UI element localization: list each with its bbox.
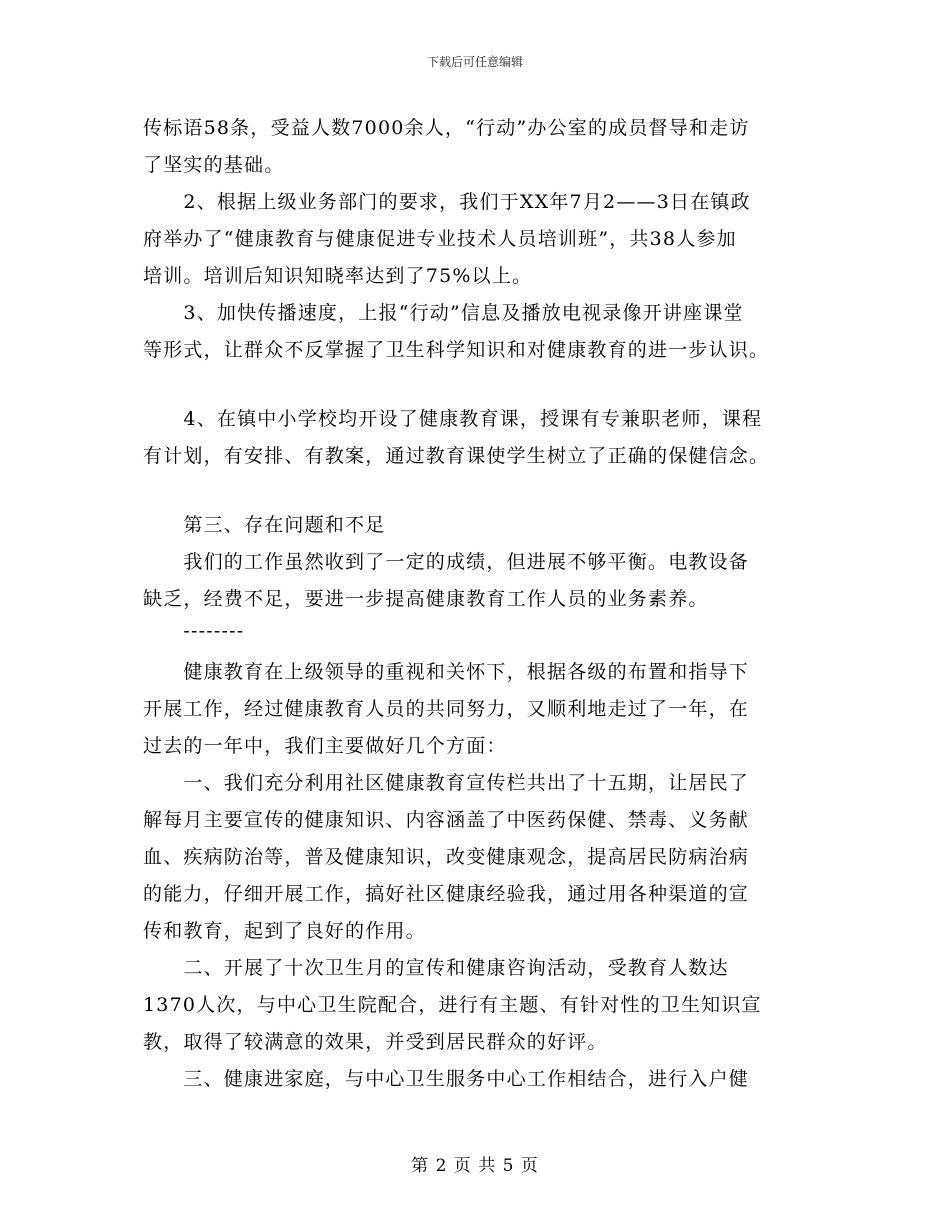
text-line: 传和教育，起到了良好的作用。 [143,920,426,942]
text-line: 教，取得了较满意的效果，并受到居民群众的好评。 [143,1031,608,1053]
text-line: 传标语58条，受益人数7000余人，“行动”办公室的成员督导和走访 [143,117,750,139]
text-line: 的能力，仔细开展工作，搞好社区健康经验我，通过用各种渠道的宣 [143,883,750,905]
text-line: 了坚实的基础。 [143,154,285,176]
text-line: 二、开展了十次卫生月的宣传和健康咨询活动，受教育人数达 [143,957,729,979]
paragraph-gap [143,475,811,507]
text-line: 培训。培训后知识知晓率达到了75%以上。 [143,265,533,287]
text-line: 三、健康进家庭，与中心卫生服务中心工作相结合，进行入户健 [143,1068,750,1090]
text-line: 有计划，有安排、有教案，通过教育课使学生树立了正确的保健信念。 [143,445,770,467]
separator-line: -------- [143,620,245,642]
page-number: 第 2 页 共 5 页 [411,1156,539,1176]
page-header-note: 下载后可任意编辑 [426,55,523,69]
paragraph-gap [143,644,811,654]
paragraph-gap [143,369,811,401]
text-line: 血、疾病防治等，普及健康知识，改变健康观念，提高居民防病治病 [143,846,750,868]
section-heading: 第三、存在问题和不足 [143,514,386,536]
text-line: 府举办了“健康教育与健康促进专业技术人员培训班”，共38人参加 [143,228,737,250]
text-line: 缺乏，经费不足，要进一步提高健康教育工作人员的业务素养。 [143,588,709,610]
document-body [143,110,811,1098]
text-line: 开展工作，经过健康教育人员的共同努力，又顺利地走过了一年，在 [143,698,750,720]
text-line: 3、加快传播速度，上报“行动”信息及播放电视录像开讲座课堂 [143,302,744,324]
text-line: 健康教育在上级领导的重视和关怀下，根据各级的布置和指导下 [143,661,750,683]
text-line: 4、在镇中小学校均开设了健康教育课，授课有专兼职老师，课程 [143,408,763,430]
text-line: 1370人次，与中心卫生院配合，进行有主题、有针对性的卫生知识宣 [143,994,762,1016]
text-line: 过去的一年中，我们主要做好几个方面： [143,735,507,757]
text-line: 一、我们充分利用社区健康教育宣传栏共出了十五期，让居民了 [143,772,750,794]
text-line: 2、根据上级业务部门的要求，我们于XX年7月2——3日在镇政 [143,191,751,213]
text-line: 等形式，让群众不反掌握了卫生科学知识和对健康教育的进一步认识。 [143,339,770,361]
text-line: 解每月主要宣传的健康知识、内容涵盖了中医药保健、禁毒、义务献 [143,809,750,831]
text-line: 我们的工作虽然收到了一定的成绩，但进展不够平衡。电教设备 [143,551,750,573]
